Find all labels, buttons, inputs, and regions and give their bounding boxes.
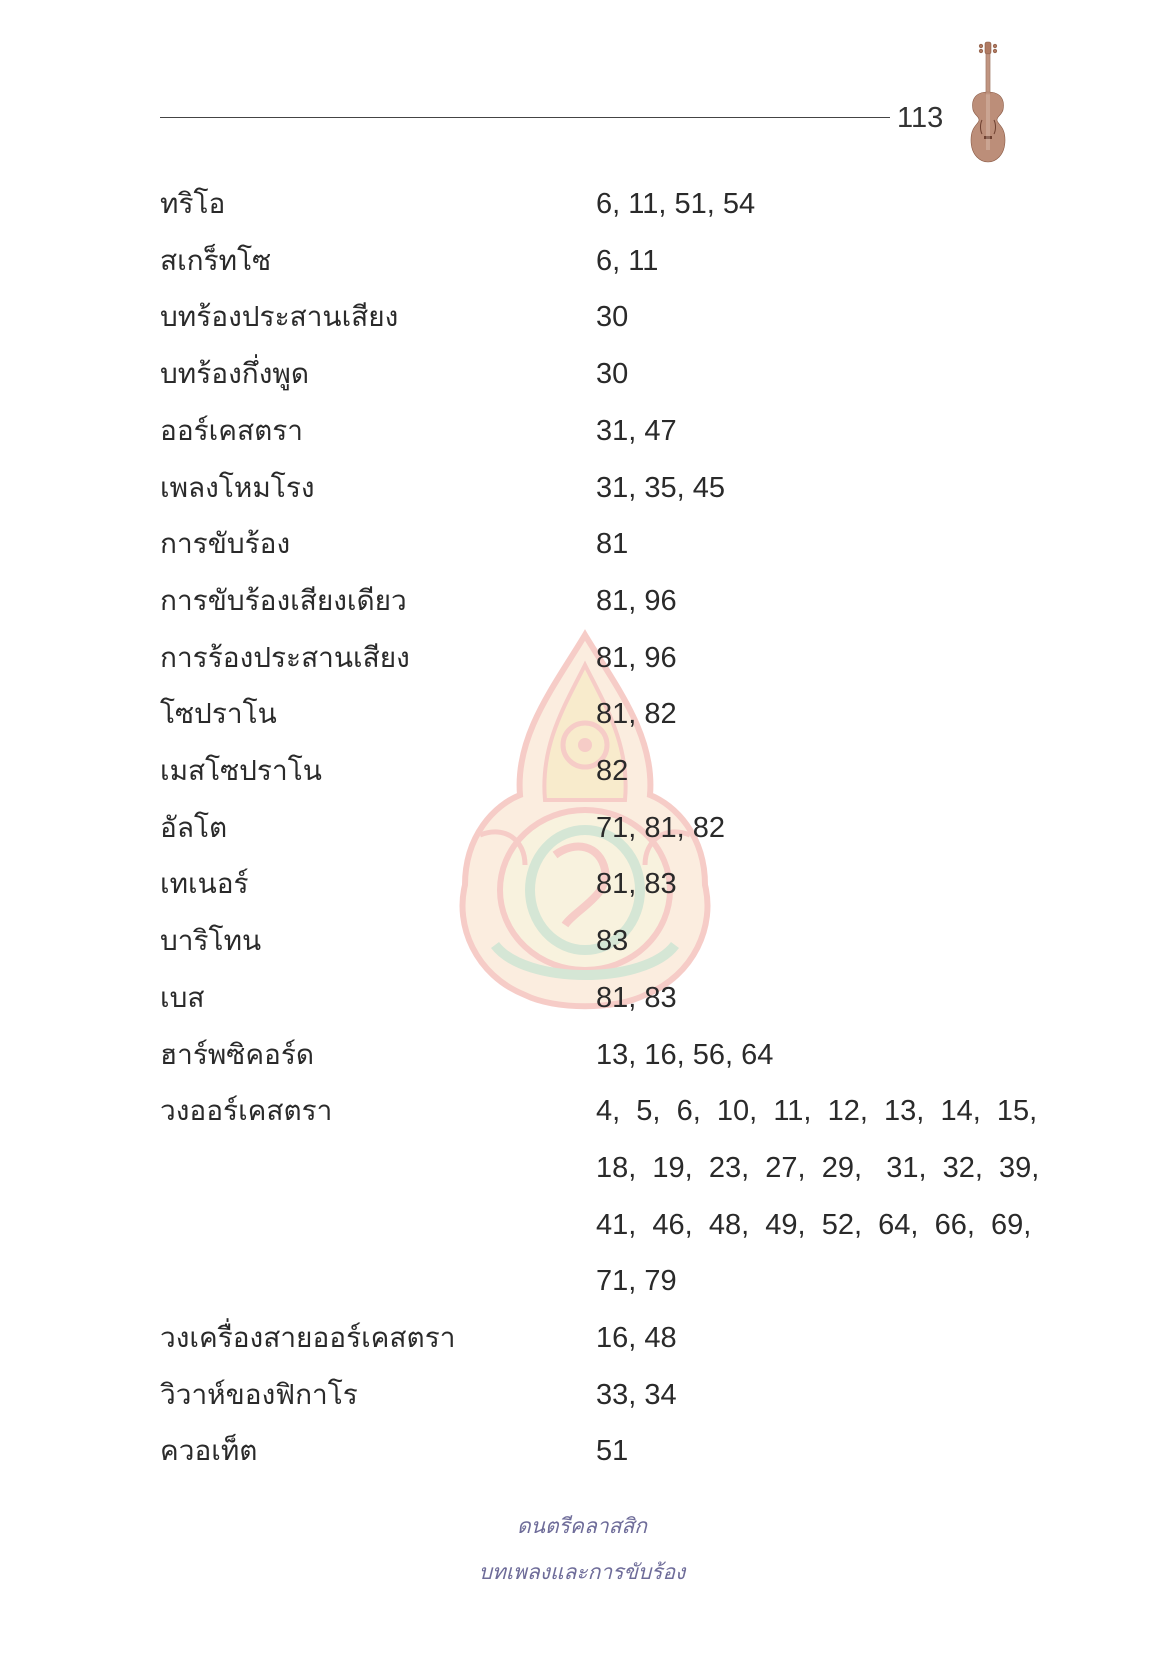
index-page-refs — [596, 176, 1040, 233]
index-term: เบส — [160, 980, 205, 1014]
index-term: เทเนอร์ — [160, 867, 249, 901]
page-ref-line: 81, 83 — [596, 981, 677, 1014]
index-entry — [160, 1027, 1040, 1084]
index-entry — [160, 403, 1040, 460]
footer-book-title: ดนตรีคลาสสิก — [517, 1514, 647, 1538]
footer-book-subtitle: บทเพลงและการขับร้อง — [478, 1560, 686, 1584]
index-list — [160, 176, 1040, 1480]
index-page-refs — [596, 1027, 1040, 1084]
index-entry — [160, 289, 1040, 346]
page-ref-line: 81, 96 — [596, 584, 677, 617]
index-entry — [160, 800, 1040, 857]
index-term: การขับร้อง — [160, 527, 291, 561]
index-page-refs — [596, 743, 1040, 800]
index-page-refs — [596, 403, 1040, 460]
index-page-refs — [596, 1083, 1040, 1310]
page-ref-line: 33, 34 — [596, 1378, 677, 1411]
index-term: เมสโซปราโน — [160, 754, 322, 788]
index-page-refs — [596, 856, 1040, 913]
index-entry — [160, 516, 1040, 573]
index-entry — [160, 1423, 1040, 1480]
index-entry — [160, 233, 1040, 290]
index-page-refs — [596, 516, 1040, 573]
index-entry — [160, 743, 1040, 800]
index-term: เพลงโหมโรง — [160, 470, 315, 504]
page-ref-line: 4, 5, 6, 10, 11, 12, 13, 14, 15, — [596, 1095, 1038, 1128]
page-ref-line: 81, 83 — [596, 868, 677, 901]
index-page-refs — [596, 1310, 1040, 1367]
header-rule — [160, 117, 890, 118]
index-page-refs — [596, 800, 1040, 857]
index-entry — [160, 856, 1040, 913]
index-entry — [160, 1367, 1040, 1424]
index-page-refs — [596, 913, 1040, 970]
index-term: การขับร้องเสียงเดียว — [160, 583, 407, 617]
index-page-refs — [596, 289, 1040, 346]
index-page-refs — [596, 630, 1040, 687]
index-entry — [160, 460, 1040, 517]
page-ref-line: 30 — [596, 358, 629, 391]
index-entry — [160, 970, 1040, 1027]
page-ref-line: 81 — [596, 528, 629, 561]
index-term: วิวาห์ของฟิกาโร — [160, 1377, 358, 1411]
page-ref-line: 81, 96 — [596, 641, 677, 674]
index-entry — [160, 1083, 1040, 1310]
page-ref-line: 18, 19, 23, 27, 29, 31, 32, 39, — [596, 1151, 1040, 1184]
index-term: ทริโอ — [160, 187, 226, 220]
index-term: ออร์เคสตรา — [160, 413, 304, 447]
page-ref-line: 71, 79 — [596, 1265, 677, 1298]
index-page-refs — [596, 573, 1040, 630]
page-ref-line: 41, 46, 48, 49, 52, 64, 66, 69, — [596, 1208, 1032, 1241]
page-ref-line: 51 — [596, 1435, 629, 1468]
page-ref-line: 30 — [596, 301, 629, 334]
index-term: บทร้องประสานเสียง — [160, 300, 399, 334]
index-term: วงออร์เคสตรา — [160, 1094, 333, 1128]
index-page-refs — [596, 970, 1040, 1027]
page-ref-line: 31, 47 — [596, 414, 677, 447]
index-entry — [160, 913, 1040, 970]
violin-icon — [963, 40, 1013, 165]
page-ref-line: 81, 82 — [596, 698, 677, 731]
index-term: การร้องประสานเสียง — [160, 640, 410, 674]
page-ref-line: 83 — [596, 925, 629, 958]
page-ref-line: 71, 81, 82 — [596, 811, 725, 844]
index-entry — [160, 630, 1040, 687]
index-term: สเกร็ทโซ — [160, 243, 272, 277]
index-term: อัลโต — [160, 810, 228, 844]
index-term: โซปราโน — [160, 697, 277, 731]
page-ref-line: 31, 35, 45 — [596, 471, 725, 504]
page-number: 113 — [897, 102, 944, 134]
page-ref-line: 13, 16, 56, 64 — [596, 1038, 774, 1071]
index-page-refs — [596, 1423, 1040, 1480]
index-entry — [160, 686, 1040, 743]
page-ref-line: 6, 11 — [596, 244, 659, 277]
index-term: บทร้องกึ่งพูด — [160, 357, 310, 391]
index-term: วงเครื่องสายออร์เคสตรา — [160, 1321, 456, 1355]
page-ref-line: 82 — [596, 755, 629, 788]
index-entry — [160, 1310, 1040, 1367]
index-entry — [160, 176, 1040, 233]
index-page-refs — [596, 686, 1040, 743]
index-term: บาริโทน — [160, 924, 262, 958]
index-page-refs — [596, 346, 1040, 403]
page-ref-line: 6, 11, 51, 54 — [596, 188, 756, 220]
index-term: ฮาร์พซิคอร์ด — [160, 1037, 315, 1071]
page-ref-line: 16, 48 — [596, 1322, 677, 1355]
index-term: ควอเท็ต — [160, 1434, 258, 1468]
index-entry — [160, 346, 1040, 403]
index-page-refs — [596, 233, 1040, 290]
index-page-refs — [596, 460, 1040, 517]
index-entry — [160, 573, 1040, 630]
index-page-refs — [596, 1367, 1040, 1424]
